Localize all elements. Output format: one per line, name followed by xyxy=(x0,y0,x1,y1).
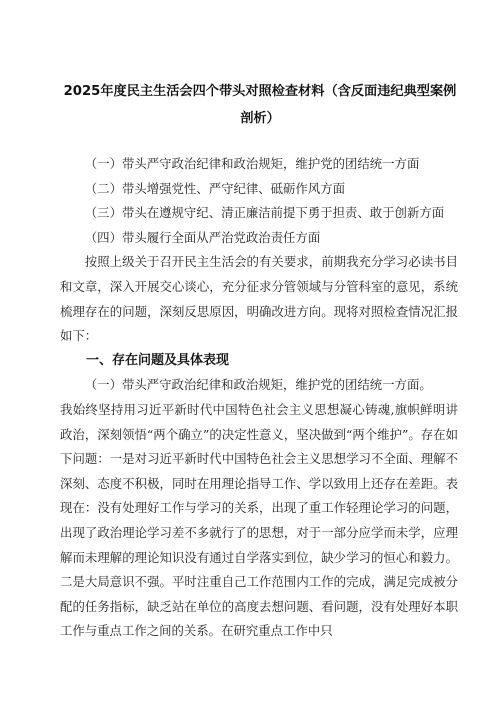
section-paragraph: 我始终坚持用习近平新时代中国特色社会主义思想凝心铸魂,旗帜鲜明讲政治，深刻领悟“两个确立”的决定性意义，坚决做到“两个维护”。存在如下问题：一是对习近平新时代中国特色社会主义思想学习不全面、理解不深刻、态度不积极，同时在用理论指导工作、学以致用上还存在差距。表现在：没有处理好工作与学习的关系，出现了重工作轻理论学习的问题，出现了政治理论学习差不多就行了的思想，对于一部分应学而未学，应理解而未理解的理论知识没有通过自学落实到位，缺少学习的恒心和毅力。二是大局意识不强。平时注重自己工作范围内工作的完成，满足完成被分配的任务指标，缺乏站在单位的高度去想问题、看问题，没有处理好本职工作与重点工作之间的关系。在研究重点工作中只 xyxy=(60,401,458,639)
document-title: 2025年度民主生活会四个带头对照检查材料（含反面违纪典型案例剖析） xyxy=(63,84,457,126)
intro-paragraph: 按照上级关于召开民主生活会的有关要求，前期我充分学习必读书目和文章，深入开展交心谈心，充分征求分管领域与分管科室的意见，系统梳理存在的问题，深刻反思原因，明确改进方向。现将对照检查情况汇报如下： xyxy=(60,254,458,344)
subsection-heading: （一）带头严守政治纪律和政治规矩，维护党的团结统一方面。 xyxy=(84,377,432,393)
section-heading: 一、存在问题及具体表现 xyxy=(86,352,230,368)
toc-item-4: （四）带头履行全面从严治党政治责任方面 xyxy=(84,229,321,245)
toc-item-1: （一）带头严守政治纪律和政治规矩，维护党的团结统一方面 xyxy=(84,156,420,171)
document-body xyxy=(60,152,458,644)
toc-item-2: （二）带头增强党性、严守纪律、砥砺作风方面 xyxy=(84,180,345,196)
toc-item-3: （三）带头在遵规守纪、清正廉洁前提下勇于担责、敢于创新方面 xyxy=(84,205,445,221)
